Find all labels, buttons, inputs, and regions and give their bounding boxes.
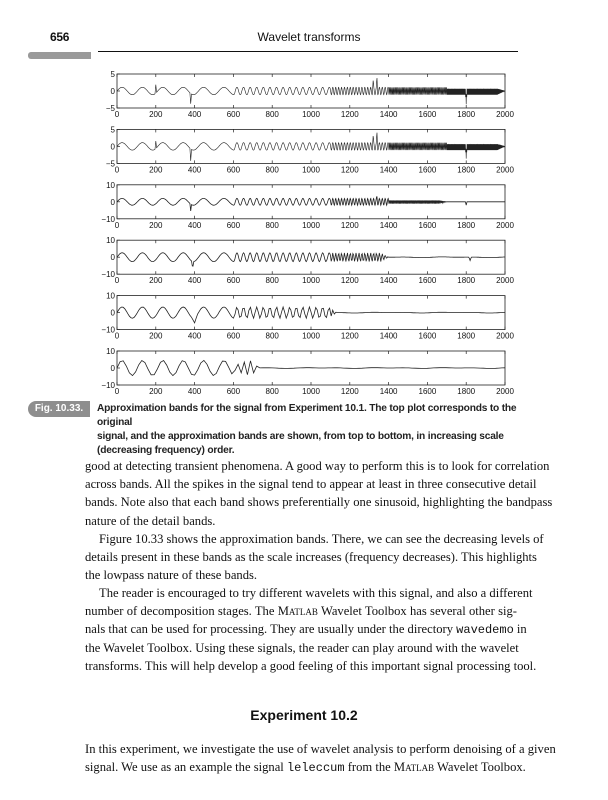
x-tick-label: 1400 xyxy=(379,110,398,119)
x-tick-label: 2000 xyxy=(496,220,514,230)
text-line: good at detecting transient phenomena. A good way to perform this is to look for correlation xyxy=(85,459,550,473)
y-tick-label: −10 xyxy=(101,325,115,335)
signal-line xyxy=(117,78,505,104)
text-segment: Wavelet Toolbox. xyxy=(434,760,526,775)
page-number: 656 xyxy=(50,30,70,44)
x-tick-label: 1000 xyxy=(302,220,320,230)
signal-line xyxy=(117,253,505,266)
text-line xyxy=(85,602,517,620)
x-tick-label: 800 xyxy=(265,165,279,175)
y-tick-label: 10 xyxy=(106,291,115,301)
y-tick-label: 0 xyxy=(110,253,115,263)
x-tick-label: 1200 xyxy=(340,110,359,119)
x-tick-label: 400 xyxy=(187,165,202,175)
x-tick-label: 1200 xyxy=(340,387,359,396)
y-tick-label: −10 xyxy=(101,381,115,390)
x-tick-label: 800 xyxy=(265,331,279,341)
signal-line xyxy=(117,360,505,375)
y-tick-label: −5 xyxy=(105,159,115,169)
x-tick-label: 1000 xyxy=(302,165,320,175)
x-tick-label: 1800 xyxy=(457,220,476,230)
x-tick-label: 400 xyxy=(187,276,202,286)
x-tick-label: 0 xyxy=(114,165,120,175)
x-tick-label: 1400 xyxy=(379,220,398,230)
text-line xyxy=(85,620,527,638)
x-tick-label: 1800 xyxy=(457,165,476,175)
y-tick-label: 10 xyxy=(106,347,115,356)
y-tick-label: 0 xyxy=(110,197,115,207)
y-tick-label: 10 xyxy=(106,180,115,190)
x-tick-label: 1600 xyxy=(418,110,437,119)
x-tick-label: 0 xyxy=(114,276,120,286)
text-line: across bands. All the spikes in the signal tend to appear at least in three consecutive detail xyxy=(85,477,537,492)
signal-line xyxy=(117,307,505,323)
x-tick-label: 0 xyxy=(114,110,120,119)
x-tick-label: 800 xyxy=(265,110,279,119)
x-tick-label: 1400 xyxy=(379,331,398,341)
x-tick-label: 2000 xyxy=(496,165,514,175)
text-line: the Wavelet Toolbox. Using these signals, the reader can play around with the wavelet xyxy=(85,640,519,655)
y-tick-label: −5 xyxy=(105,104,115,113)
text-segment: from the xyxy=(344,760,394,775)
y-tick-label: 10 xyxy=(106,236,115,246)
y-tick-label: 0 xyxy=(110,364,115,373)
y-tick-label: 0 xyxy=(110,87,115,96)
x-tick-label: 1600 xyxy=(418,276,437,286)
x-tick-label: 200 xyxy=(149,165,163,175)
x-tick-label: 600 xyxy=(226,331,241,341)
x-tick-label: 600 xyxy=(226,220,241,230)
paragraph-2 xyxy=(85,530,544,585)
x-tick-label: 200 xyxy=(149,331,163,341)
x-tick-label: 2000 xyxy=(496,331,514,341)
y-tick-label: 0 xyxy=(110,142,115,152)
x-tick-label: 1800 xyxy=(457,276,476,286)
x-tick-label: 1200 xyxy=(340,165,359,175)
matlab-name: Matlab xyxy=(393,760,435,775)
figure-caption xyxy=(97,402,527,458)
y-tick-label: 5 xyxy=(110,70,115,79)
x-tick-label: 1200 xyxy=(340,331,359,341)
x-tick-label: 1800 xyxy=(457,387,476,396)
text-line: In this experiment, we investigate the use of wavelet analysis to perform denoising of a given xyxy=(85,742,556,756)
x-tick-label: 400 xyxy=(187,387,202,396)
figure-label: Fig. 10.33. xyxy=(28,401,90,417)
x-tick-label: 0 xyxy=(114,387,120,396)
y-tick-label: −10 xyxy=(101,214,115,224)
text-line: transforms. This will help develop a good feeling of this important signal processing tool. xyxy=(85,658,537,673)
y-tick-label: 0 xyxy=(110,308,115,318)
running-title: Wavelet transforms xyxy=(257,30,361,44)
x-tick-label: 2000 xyxy=(496,276,514,286)
x-tick-label: 2000 xyxy=(496,110,514,119)
text-line: bands. Note also that each band shows preferentially one sinusoid, highlighting the bandpass xyxy=(85,495,553,510)
x-tick-label: 200 xyxy=(149,220,163,230)
x-tick-label: 600 xyxy=(226,276,241,286)
caption-line: Approximation bands for the signal from Experiment 10.1. The top plot corresponds to the original xyxy=(97,403,517,428)
x-tick-label: 400 xyxy=(187,331,202,341)
text-segment: number of decomposition stages. The xyxy=(85,604,278,619)
text-line: the lowpass nature of these bands. xyxy=(85,568,258,583)
x-tick-label: 800 xyxy=(265,387,279,396)
x-tick-label: 1200 xyxy=(340,220,359,230)
text-line: nature of the detail bands. xyxy=(85,513,216,528)
x-tick-label: 800 xyxy=(265,220,279,230)
x-tick-label: 800 xyxy=(265,276,279,286)
text-segment: signal. We use as an example the signal xyxy=(85,760,287,775)
signal-line xyxy=(117,197,505,211)
paragraph-1 xyxy=(85,457,553,530)
matlab-name: Matlab xyxy=(277,604,318,619)
y-tick-label: −10 xyxy=(101,270,115,280)
experiment-heading: Experiment 10.2 xyxy=(250,707,358,723)
x-tick-label: 200 xyxy=(149,276,163,286)
x-tick-label: 1200 xyxy=(340,276,359,286)
text-line: The reader is encouraged to try different wavelets with this signal, and also a different xyxy=(99,586,533,600)
x-tick-label: 400 xyxy=(187,220,202,230)
text-segment: nals that can be used for processing. They are usually under the directory xyxy=(85,622,457,637)
x-tick-label: 1000 xyxy=(302,387,320,396)
x-tick-label: 600 xyxy=(226,165,241,175)
x-tick-label: 1000 xyxy=(302,276,320,286)
x-tick-label: 1600 xyxy=(418,387,437,396)
x-tick-label: 0 xyxy=(114,220,120,230)
x-tick-label: 0 xyxy=(114,331,120,341)
caption-line: (decreasing frequency) order. xyxy=(97,445,235,456)
paragraph-3 xyxy=(85,584,537,675)
x-tick-label: 200 xyxy=(149,110,163,119)
x-tick-label: 1600 xyxy=(418,165,437,175)
x-tick-label: 1600 xyxy=(418,331,437,341)
y-tick-label: 5 xyxy=(110,125,115,135)
text-line: details present in these bands as the scale increases (frequency decreases). This highlights xyxy=(85,550,537,565)
x-tick-label: 1000 xyxy=(302,331,320,341)
x-tick-label: 1600 xyxy=(418,220,437,230)
x-tick-label: 1400 xyxy=(379,276,398,286)
text-segment: Wavelet Toolbox has several other sig- xyxy=(317,604,517,619)
paragraph-4 xyxy=(85,740,556,776)
x-tick-label: 1800 xyxy=(457,110,476,119)
x-tick-label: 400 xyxy=(187,110,202,119)
text-segment: in xyxy=(513,622,527,637)
text-line: Figure 10.33 shows the approximation bands. There, we can see the decreasing levels of xyxy=(99,532,544,546)
caption-line: signal, and the approximation bands are shown, from top to bottom, in increasing scale xyxy=(97,431,504,442)
x-tick-label: 600 xyxy=(226,387,241,396)
x-tick-label: 2000 xyxy=(496,387,514,396)
x-tick-label: 1000 xyxy=(302,110,320,119)
x-tick-label: 600 xyxy=(226,110,241,119)
x-tick-label: 200 xyxy=(149,387,163,396)
code-leleccum: leleccum xyxy=(286,761,345,776)
x-tick-label: 1400 xyxy=(379,165,398,175)
text-line xyxy=(85,758,526,776)
signal-line xyxy=(117,133,505,161)
code-wavedemo: wavedemo xyxy=(456,623,514,638)
x-tick-label: 1800 xyxy=(457,331,476,341)
x-tick-label: 1400 xyxy=(379,387,398,396)
